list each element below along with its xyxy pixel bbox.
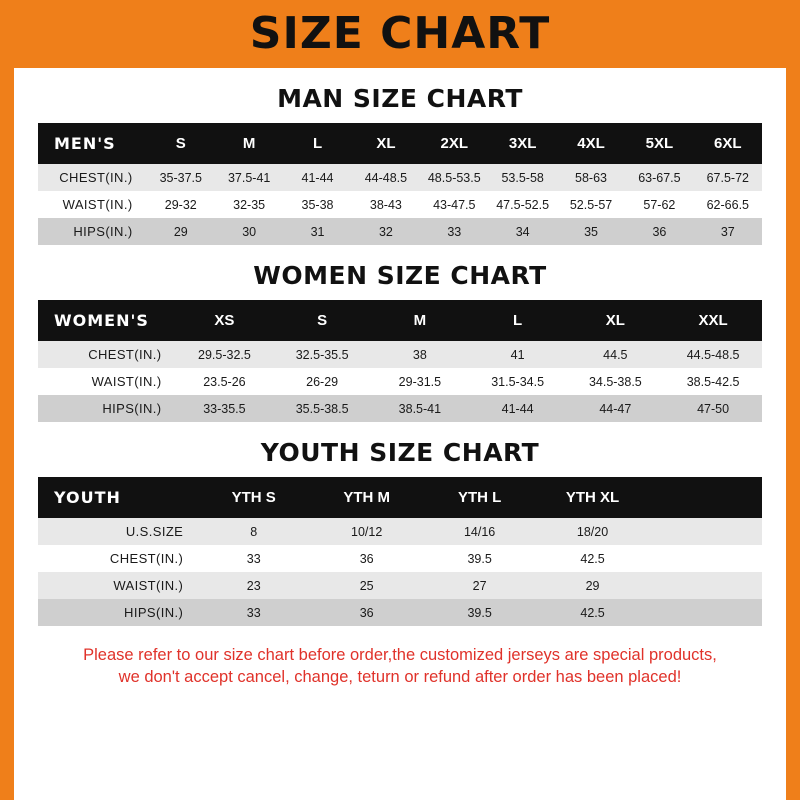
women-row-label-header: WOMEN'S (38, 300, 176, 341)
men-waist-5xl: 57-62 (625, 191, 693, 218)
women-chest-label: CHEST(IN.) (38, 341, 176, 368)
table-row (38, 218, 762, 245)
women-waist-xs: 23.5-26 (176, 368, 274, 395)
youth-ussize-xl: 18/20 (536, 518, 649, 545)
men-chest-2xl: 48.5-53.5 (420, 164, 488, 191)
men-waist-m: 32-35 (215, 191, 283, 218)
women-chest-m: 38 (371, 341, 469, 368)
table-row (38, 518, 762, 545)
youth-waist-s: 23 (197, 572, 310, 599)
men-row-label-header: MEN'S (38, 123, 147, 164)
page-title: SIZE CHART (249, 8, 551, 59)
youth-waist-spacer (649, 572, 762, 599)
women-waist-l: 31.5-34.5 (469, 368, 567, 395)
youth-hips-label: HIPS(IN.) (38, 599, 197, 626)
table-row (38, 599, 762, 626)
women-chest-l: 41 (469, 341, 567, 368)
men-col-3xl: 3XL (488, 123, 556, 164)
women-chest-xxl: 44.5-48.5 (664, 341, 762, 368)
men-hips-6xl: 37 (694, 218, 762, 245)
youth-chest-label: CHEST(IN.) (38, 545, 197, 572)
youth-hips-s: 33 (197, 599, 310, 626)
table-row (38, 545, 762, 572)
men-chest-label: CHEST(IN.) (38, 164, 147, 191)
men-waist-2xl: 43-47.5 (420, 191, 488, 218)
section-title-men: MAN SIZE CHART (277, 84, 523, 113)
women-hips-m: 38.5-41 (371, 395, 469, 422)
women-col-xl: XL (566, 300, 664, 341)
youth-ussize-label: U.S.SIZE (38, 518, 197, 545)
men-waist-xl: 38-43 (352, 191, 420, 218)
men-chest-m: 37.5-41 (215, 164, 283, 191)
youth-chest-l: 39.5 (423, 545, 536, 572)
youth-waist-m: 25 (310, 572, 423, 599)
table-row (38, 191, 762, 218)
men-col-l: L (283, 123, 351, 164)
men-hips-5xl: 36 (625, 218, 693, 245)
men-col-2xl: 2XL (420, 123, 488, 164)
men-chest-3xl: 53.5-58 (488, 164, 556, 191)
women-waist-label: WAIST(IN.) (38, 368, 176, 395)
table-row (38, 395, 762, 422)
table-row (38, 572, 762, 599)
men-chest-xl: 44-48.5 (352, 164, 420, 191)
men-hips-2xl: 33 (420, 218, 488, 245)
youth-col-spacer (649, 477, 762, 518)
youth-ussize-l: 14/16 (423, 518, 536, 545)
men-waist-l: 35-38 (283, 191, 351, 218)
men-hips-4xl: 35 (557, 218, 625, 245)
women-waist-s: 26-29 (273, 368, 371, 395)
men-size-table (38, 123, 762, 245)
youth-hips-xl: 42.5 (536, 599, 649, 626)
youth-hips-l: 39.5 (423, 599, 536, 626)
women-col-l: L (469, 300, 567, 341)
youth-col-xl: YTH XL (536, 477, 649, 518)
men-waist-4xl: 52.5-57 (557, 191, 625, 218)
women-hips-xxl: 47-50 (664, 395, 762, 422)
footer-note-line1: Please refer to our size chart before order,the customized jerseys are special products, (83, 646, 717, 664)
men-chest-s: 35-37.5 (147, 164, 215, 191)
men-chest-l: 41-44 (283, 164, 351, 191)
youth-ussize-m: 10/12 (310, 518, 423, 545)
women-size-table (38, 300, 762, 422)
women-col-xxl: XXL (664, 300, 762, 341)
men-chest-6xl: 67.5-72 (694, 164, 762, 191)
youth-ussize-s: 8 (197, 518, 310, 545)
youth-hips-spacer (649, 599, 762, 626)
men-col-s: S (147, 123, 215, 164)
men-waist-label: WAIST(IN.) (38, 191, 147, 218)
table-row (38, 368, 762, 395)
women-waist-xl: 34.5-38.5 (566, 368, 664, 395)
youth-waist-label: WAIST(IN.) (38, 572, 197, 599)
youth-col-l: YTH L (423, 477, 536, 518)
women-hips-xs: 33-35.5 (176, 395, 274, 422)
footer-note (38, 644, 762, 689)
women-col-s: S (273, 300, 371, 341)
men-col-m: M (215, 123, 283, 164)
youth-waist-l: 27 (423, 572, 536, 599)
men-col-6xl: 6XL (694, 123, 762, 164)
women-chest-s: 32.5-35.5 (273, 341, 371, 368)
men-hips-s: 29 (147, 218, 215, 245)
men-chest-4xl: 58-63 (557, 164, 625, 191)
table-row (38, 341, 762, 368)
women-col-m: M (371, 300, 469, 341)
women-waist-xxl: 38.5-42.5 (664, 368, 762, 395)
youth-col-m: YTH M (310, 477, 423, 518)
men-col-xl: XL (352, 123, 420, 164)
table-header-row (38, 477, 762, 518)
table-header-row (38, 300, 762, 341)
chart-content (14, 84, 786, 689)
men-waist-s: 29-32 (147, 191, 215, 218)
men-hips-label: HIPS(IN.) (38, 218, 147, 245)
youth-size-table (38, 477, 762, 626)
men-col-5xl: 5XL (625, 123, 693, 164)
women-waist-m: 29-31.5 (371, 368, 469, 395)
youth-row-label-header: YOUTH (38, 477, 197, 518)
youth-col-s: YTH S (197, 477, 310, 518)
men-waist-3xl: 47.5-52.5 (488, 191, 556, 218)
youth-chest-spacer (649, 545, 762, 572)
youth-chest-xl: 42.5 (536, 545, 649, 572)
youth-hips-m: 36 (310, 599, 423, 626)
men-waist-6xl: 62-66.5 (694, 191, 762, 218)
section-title-youth: YOUTH SIZE CHART (260, 438, 540, 467)
men-col-4xl: 4XL (557, 123, 625, 164)
men-hips-xl: 32 (352, 218, 420, 245)
women-hips-l: 41-44 (469, 395, 567, 422)
women-chest-xl: 44.5 (566, 341, 664, 368)
table-header-row (38, 123, 762, 164)
men-hips-l: 31 (283, 218, 351, 245)
women-hips-label: HIPS(IN.) (38, 395, 176, 422)
men-hips-3xl: 34 (488, 218, 556, 245)
women-hips-xl: 44-47 (566, 395, 664, 422)
youth-ussize-spacer (649, 518, 762, 545)
youth-waist-xl: 29 (536, 572, 649, 599)
youth-chest-s: 33 (197, 545, 310, 572)
section-title-women: WOMEN SIZE CHART (253, 261, 547, 290)
header-band (0, 0, 800, 68)
youth-chest-m: 36 (310, 545, 423, 572)
women-chest-xs: 29.5-32.5 (176, 341, 274, 368)
footer-note-line2: we don't accept cancel, change, teturn or refund after order has been placed! (118, 668, 682, 687)
men-chest-5xl: 63-67.5 (625, 164, 693, 191)
men-hips-m: 30 (215, 218, 283, 245)
women-hips-s: 35.5-38.5 (273, 395, 371, 422)
table-row (38, 164, 762, 191)
women-col-xs: XS (176, 300, 274, 341)
